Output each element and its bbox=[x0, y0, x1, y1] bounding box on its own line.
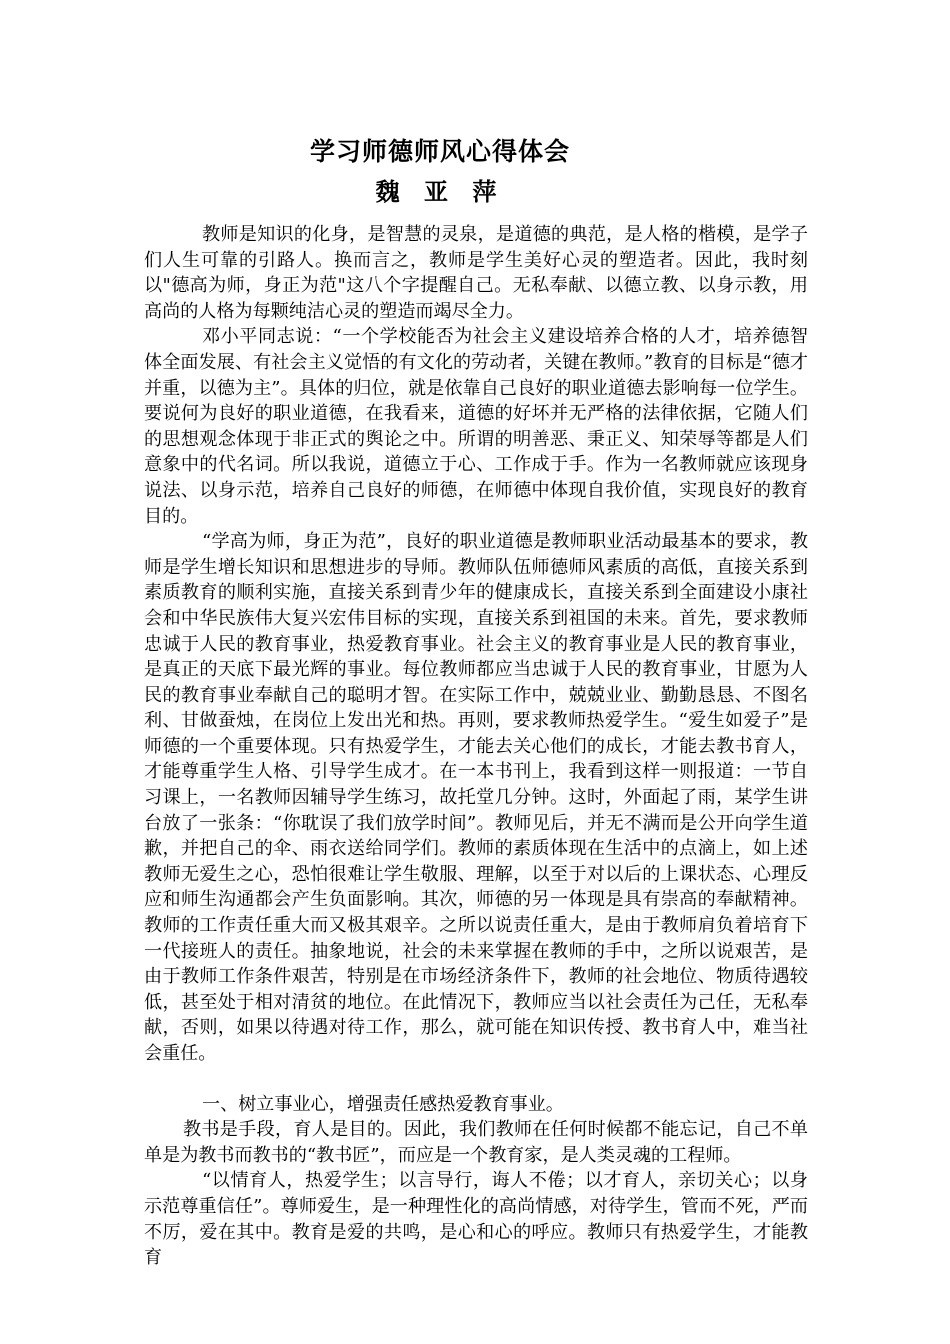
paragraph: “学高为师，身正为范”，良好的职业道德是教师职业活动最基本的要求，教师是学生增长知识和思想进步的导师。教师队伍师德师风素质的高低，直接关系到素质教育的顺利实施，直接关系到青少年的健康成长，直接关系到全面建设小康社会和中华民族伟大复兴宏伟目标的实现，直接关系到祖国的未来。首先，要求教师忠诚于人民的教育事业，热爱教育事业。社会主义的教育事业是人民的教育事业，是真正的天底下最光辉的事业。每位教师都应当忠诚于人民的教育事业，甘愿为人民的教育事业奉献自己的聪明才智。在实际工作中，兢兢业业、勤勤恳恳、不图名利、甘做蚕烛，在岗位上发出光和热。再则，要求教师热爱学生。“爱生如爱子”是师德的一个重要体现。只有热爱学生，才能去关心他们的成长，才能去教书育人，才能尊重学生人格、引导学生成才。在一本书刊上，我看到这样一则报道：一节自习课上，一名教师因辅导学生练习，故托堂几分钟。这时，外面起了雨，某学生讲台放了一张条：“你耽误了我们放学时间”。教师见后，并无不满而是公开向学生道歉，并把自己的伞、雨衣送给同学们。教师的素质体现在生活中的点滴上，如上述教师无爱生之心，恐怕很难让学生敬服、理解，以至于对以后的上课状态、心理反应和师生沟通都会产生负面影响。其次，师德的另一体现是具有崇高的奉献精神。教师的工作责任重大而又极其艰辛。之所以说责任重大，是由于教师肩负着培育下一代接班人的责任。抽象地说，社会的未来掌握在教师的手中，之所以说艰苦，是由于教师工作条件艰苦，特别是在市场经济条件下，教师的社会地位、物质待遇较低，甚至处于相对清贫的地位。在此情况下，教师应当以社会责任为己任，无私奉献，否则，如果以待遇对待工作，那么，就可能在知识传授、教书育人中，难当社会重任。 bbox=[144, 531, 808, 1064]
section-heading: 一、树立事业心，增强责任感热爱教育事业。 bbox=[202, 1093, 564, 1115]
paragraph: 教师是知识的化身，是智慧的灵泉，是道德的典范，是人格的楷模，是学子们人生可靠的引路人。换而言之，教师是学生美好心灵的塑造者。因此，我时刻以"德高为师，身正为范"这八个字提醒自己。无私奉献、以德立教、以身示教，用高尚的人格为每颗纯洁心灵的塑造而竭尽全力。 bbox=[144, 224, 808, 322]
paragraph: “以情育人，热爱学生；以言导行，诲人不倦；以才育人，亲切关心；以身示范尊重信任”。尊师爱生，是一种理性化的高尚情感，对待学生，管而不死，严而不厉，爱在其中。教育是爱的共鸣，是心和心的呼应。教师只有热爱学生，才能教育 bbox=[144, 1170, 808, 1269]
document-author: 魏 亚 萍 bbox=[375, 178, 505, 206]
paragraph: 教书是手段，育人是目的。因此，我们教师在任何时候都不能忘记，自己不单单是为教书而教书的“教书匠”，而应是一个教育家，是人类灵魂的工程师。 bbox=[144, 1119, 808, 1166]
paragraph: 邓小平同志说：“一个学校能否为社会主义建设培养合格的人才，培养德智体全面发展、有社会主义觉悟的有文化的劳动者，关键在教师。”教育的目标是“德才并重，以德为主”。具体的归位，就是依靠自己良好的职业道德去影响每一位学生。要说何为良好的职业道德，在我看来，道德的好坏并无严格的法律依据，它随人们的思想观念体现于非正式的舆论之中。所谓的明善恶、秉正义、知荣辱等都是人们意象中的代名词。所以我说，道德立于心、工作成于手。作为一名教师就应该现身说法、以身示范，培养自己良好的师德，在师德中体现自我价值，实现良好的教育目的。 bbox=[144, 326, 808, 527]
document-title: 学习师德师风心得体会 bbox=[309, 137, 570, 166]
document-body bbox=[144, 222, 808, 1271]
